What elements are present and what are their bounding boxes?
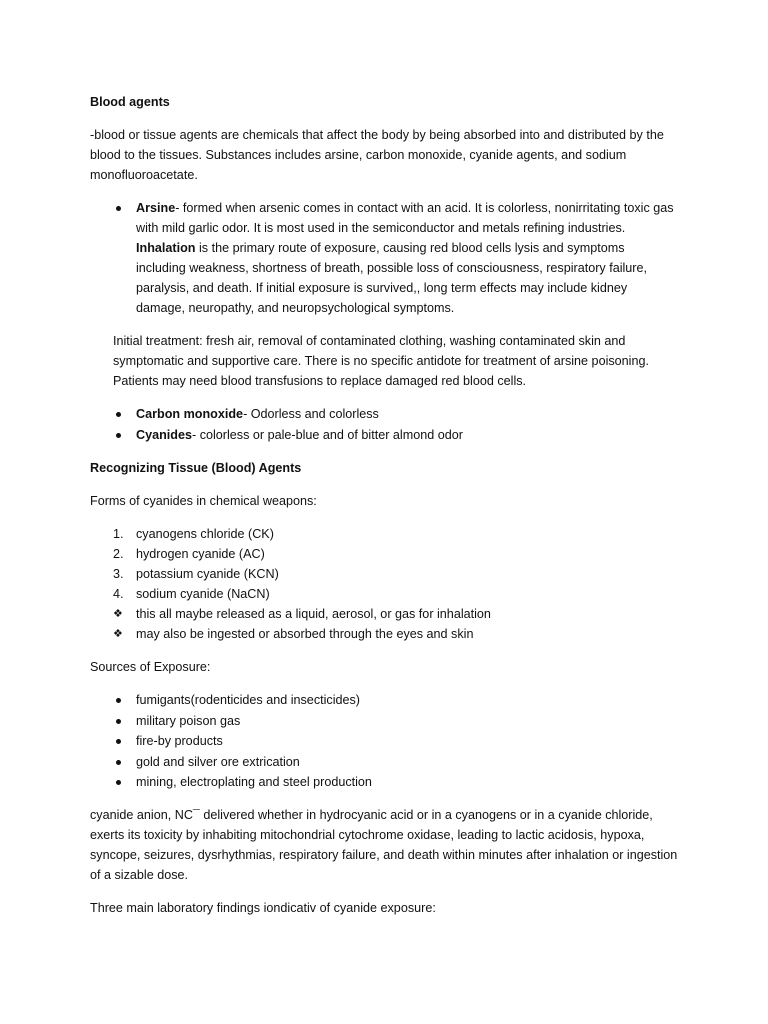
arsine-text <box>136 198 674 318</box>
sources-heading: Sources of Exposure: <box>90 660 211 674</box>
diamond-bullet-icon: ❖ <box>113 608 123 620</box>
list-item-text: sodium cyanide (NaCN) <box>136 587 270 601</box>
cyanides-description: - colorless or pale-blue and of bitter almond odor <box>192 428 463 442</box>
diamond-bullet-icon: ❖ <box>113 628 123 640</box>
cyanide-paragraph: cyanide anion, NC¯ delivered whether in hydrocyanic acid or in a cyanogens or in a cyanide chloride, exerts its toxicity by inhabiting mitochondrial cytochrome oxidase, leading to lactic acidosis, hypoxa, syncope, seizures, dysrhythmias, respiratory failure, and death within minutes after inhalation or ingestion of a sizable dose. <box>90 808 678 882</box>
recognizing-heading: Recognizing Tissue (Blood) Agents <box>90 461 302 475</box>
inhalation-term: Inhalation <box>136 241 196 255</box>
cyanides-term: Cyanides <box>136 428 192 442</box>
co-description: - Odorless and colorless <box>243 407 379 421</box>
list-item-text: cyanogens chloride (CK) <box>136 527 274 541</box>
bullet-icon <box>113 772 135 792</box>
list-item-text: this all maybe released as a liquid, aerosol, or gas for inhalation <box>136 607 491 621</box>
initial-treatment-paragraph: Initial treatment: fresh air, removal of contaminated clothing, washing contaminated skin and symptomatic and supportive care. There is no specific antidote for treatment of arsine poisoning. Patients may need blood transfusions to replace damaged red blood cells. <box>113 334 649 388</box>
bullet-icon <box>113 198 135 218</box>
bullet-icon <box>113 404 135 424</box>
list-item-text: fumigants(rodenticides and insecticides) <box>136 693 361 707</box>
bullet-icon <box>113 711 135 731</box>
list-item-text: hydrogen cyanide (AC) <box>136 547 265 561</box>
inhalation-description: is the primary route of exposure, causing red blood cells lysis and symptoms including weakness, shortness of breath, possible loss of consciousness, respiratory failure, paralysis, and death. If initial exposure is survived,, long term effects may include kidney damage, neuropathy, and neuropsychological symptoms. <box>136 241 648 315</box>
intro-paragraph: -blood or tissue agents are chemicals that affect the body by being absorbed into and distributed by the blood to the tissues. Substances includes arsine, carbon monoxide, cyanide agents, and sodium monofluoroacetate. <box>90 128 664 182</box>
list-item-text: fire-by products <box>136 734 223 748</box>
arsine-description: - formed when arsenic comes in contact with an acid. It is colorless, nonirritating toxic gas with mild garlic odor. It is most used in the semiconductor and metals refining industries. <box>136 201 674 235</box>
arsine-term: Arsine <box>136 201 176 215</box>
bullet-icon <box>113 425 135 445</box>
list-number: 2. <box>113 547 124 561</box>
bullet-icon <box>113 731 135 751</box>
bullet-icon <box>113 690 135 710</box>
list-item-text: potassium cyanide (KCN) <box>136 567 279 581</box>
list-number: 1. <box>113 527 124 541</box>
co-term: Carbon monoxide <box>136 407 244 421</box>
list-number: 3. <box>113 567 124 581</box>
list-item-text: military poison gas <box>136 714 241 728</box>
list-item-text: may also be ingested or absorbed through the eyes and skin <box>136 627 474 641</box>
lab-findings-heading: Three main laboratory findings iondicativ of cyanide exposure: <box>90 901 436 915</box>
forms-heading: Forms of cyanides in chemical weapons: <box>90 494 317 508</box>
page-title: Blood agents <box>90 95 170 109</box>
list-item-text: mining, electroplating and steel production <box>136 775 372 789</box>
bullet-icon <box>113 752 135 772</box>
list-item-text: gold and silver ore extrication <box>136 755 300 769</box>
list-number: 4. <box>113 587 124 601</box>
